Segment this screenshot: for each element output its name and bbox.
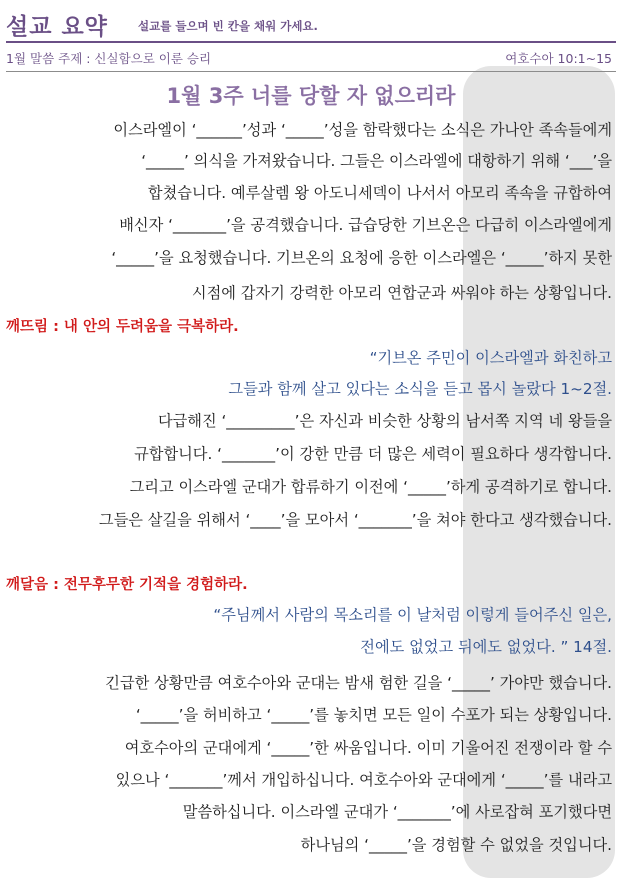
monthly-theme: 1월 말씀 주제 : 신실함으로 이룬 승리 (6, 51, 212, 66)
paragraph-line: 규합합니다. ‘_______’이 강한 만큼 더 많은 세력이 필요하다 생각합니다. (134, 445, 612, 463)
paragraph-line: 있으나 ‘_______’께서 개입하십니다. 여호수아와 군대에게 ‘_____’를 내라고 (115, 771, 612, 789)
header (6, 6, 616, 42)
paragraph-line: 여호수아의 군대에게 ‘_____’한 싸움입니다. 이미 기울어진 전쟁이라 할 수 (124, 739, 612, 757)
header-divider (6, 41, 616, 43)
paragraph-line: 이스라엘이 ‘______’성과 ‘_____’성을 함락했다는 소식은 가나안 족속들에게 (113, 121, 612, 139)
scripture-quote-line: “주님께서 사람의 목소리를 이 날처럼 이렇게 들어주신 일은, (213, 606, 612, 624)
paragraph-line: 하나님의 ‘_____’을 경험할 수 없었을 것입니다. (300, 836, 612, 854)
scripture-quote-line: “기브온 주민이 이스라엘과 화친하고 (369, 349, 612, 367)
paragraph-line: 시점에 갑자기 강력한 아모리 연합군과 싸워야 하는 상황입니다. (191, 284, 612, 302)
page-subtitle: 설교를 들으며 빈 칸을 채워 가세요. (138, 19, 318, 33)
sermon-title: 1월 3주 너를 당할 자 없으리라 (166, 84, 456, 108)
info-divider (6, 71, 616, 72)
paragraph-line: 긴급한 상황만큼 여호수아와 군대는 밤새 험한 길을 ‘_____’ 가야만 했습니다. (105, 674, 612, 692)
paragraph-line: ‘_____’을 요청했습니다. 기브온의 요청에 응한 이스라엘은 ‘_____’하지 못한 (111, 249, 612, 267)
paragraph-line: 그들은 살길을 위해서 ‘____’을 모아서 ‘_______’을 쳐야 한다고 생각했습니다. (98, 511, 612, 529)
paragraph-line: ‘_____’을 허비하고 ‘_____’를 놓치면 모든 일이 수포가 되는 상황입니다. (135, 706, 612, 724)
info-row (6, 49, 616, 67)
scripture-reference: 여호수아 10:1~15 (505, 51, 612, 66)
paragraph-line: 배신자 ‘_______’을 공격했습니다. 급습당한 기브온은 다급히 이스라엘에게 (119, 216, 612, 234)
paragraph-line: 다급해진 ‘_________’은 자신과 비슷한 상황의 남서쪽 지역 네 왕들을 (157, 412, 612, 430)
scripture-quote-line: 그들과 함께 살고 있다는 소식을 듣고 몹시 놀랐다 1~2절. (228, 380, 612, 398)
scripture-quote-line: 전에도 없었고 뒤에도 없었다. ” 14절. (360, 638, 612, 656)
paragraph-line: 합쳤습니다. 예루살렘 왕 아도니세덱이 나서서 아모리 족속을 규합하여 (147, 184, 612, 202)
page-title: 설교 요약 (6, 14, 108, 40)
section-heading-realization: 깨달음 : 전무후무한 기적을 경험하라. (6, 577, 248, 593)
paragraph-line: 말씀하십니다. 이스라엘 군대가 ‘_______’에 사로잡혀 포기했다면 (182, 803, 612, 821)
section-heading-breaking: 깨뜨림 : 내 안의 두려움을 극복하라. (6, 319, 239, 335)
paragraph-line: 그리고 이스라엘 군대가 합류하기 이전에 ‘_____’하게 공격하기로 합니다. (129, 478, 612, 496)
paragraph-line: ‘_____’ 의식을 가져왔습니다. 그들은 이스라엘에 대항하기 위해 ‘___’을 (141, 152, 612, 170)
